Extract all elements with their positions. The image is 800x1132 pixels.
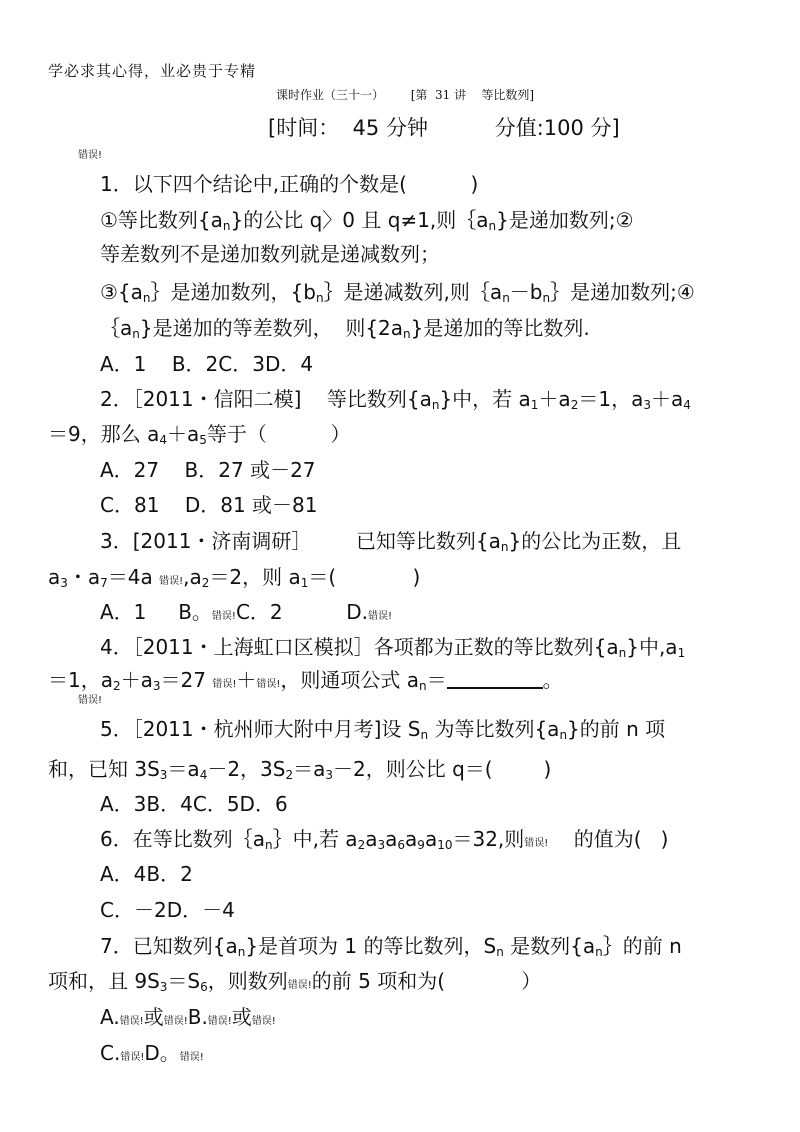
q2-choices-cd: C．81 D．81 或－81 — [100, 493, 318, 517]
q6-choices-ab: A．4B．2 — [100, 862, 193, 886]
error-marker: 错误! — [179, 1052, 204, 1063]
q7-choices-cd: C.错误!D。错误! — [100, 1041, 204, 1065]
question-7: 7．已知数列$\{a_n\}$是首项为 1 的等比数列，$S_n$ 是数列{$a_n\}$的前 n — [100, 934, 682, 959]
motto: 学必求其心得，业必贵于专精 — [48, 62, 257, 80]
q7-choices-ab: A.错误!或错误!B.错误!或错误! — [100, 1005, 276, 1029]
q1-choices: A．1 B．2C．3D．4 — [100, 352, 314, 376]
error-marker: 错误! — [287, 980, 312, 991]
q1-statement-3: $③\{a_n\}$是递加数列，{$b_n\}$是递减数列,则$\{a_n-b_n\}$是递加数列;④ — [100, 280, 695, 305]
answer-blank — [447, 669, 543, 689]
error-marker: 错误! — [211, 611, 236, 622]
error-marker: 错误! — [251, 1016, 276, 1027]
error-marker: 错误! — [119, 1016, 144, 1027]
question-5: 5．［2011・杭州师大附中月考]设 $S_n$ 为等比数列$\{a_n\}$的前 n 项 — [100, 717, 666, 742]
q1-statement-4: $\{a_n$}是递加的等差数列， 则$\{2a_n\}$是递加的等比数列. — [100, 316, 590, 341]
question-4: 4．［2011・上海虹口区模拟］各项都为正数的等比数列$\{a_n\}$中$,a_1$ — [100, 635, 686, 660]
q2-choices-ab: A．27 B．27 或－27 — [100, 458, 316, 482]
error-marker: 错误! — [159, 576, 184, 587]
lesson-subtitle: 课时作业（三十一） [第 31 讲 等比数列] — [276, 88, 535, 102]
error-marker: 错误! — [524, 838, 549, 849]
time-score-info: [时间： 45 分钟 分值:100 分] — [268, 116, 620, 140]
error-marker: 错误! — [78, 150, 103, 161]
error-marker: 错误! — [212, 679, 237, 690]
q1-statement-2: 等差数列不是递加数列就是递减数列； — [100, 242, 440, 266]
error-marker: 错误! — [367, 611, 392, 622]
q3-choices: A．1 B。错误!C．2 D.错误! — [100, 600, 392, 624]
question-5-cont: 和，已知 $3S_3=a_4-2$，$3S_2=a_3-2$，则公比 q＝( ) — [48, 757, 552, 782]
q5-choices: A．3B．4C．5D．6 — [100, 792, 288, 816]
error-marker: 错误! — [256, 679, 281, 690]
question-1: 1．以下四个结论中,正确的个数是( ) — [100, 172, 479, 196]
error-marker: 错误! — [207, 1016, 232, 1027]
error-marker: 错误! — [78, 695, 103, 706]
question-2-cont: ＝9，那么 $a_4+a_5$等于（ ） — [48, 422, 351, 447]
question-6: 6．在等比数列$\{a_n\}$中,若 $a_2a_3a_6a_9a_{10}=32$,则错误! 的值为( ) — [100, 827, 669, 852]
error-marker: 错误! — [120, 1052, 145, 1063]
q6-choices-cd: C．－2D．－4 — [100, 898, 235, 922]
error-marker: 错误! — [163, 1016, 188, 1027]
question-2: 2．［2011・信阳二模] 等比数列$\{a_n\}$中，若 $a_1+a_2=1$，$a_3+a_4$ — [100, 387, 691, 412]
question-3-cont: $a_3$・$a_7=4a$ 错误$!,a_2=2$，则 $a_1=$( ) — [48, 565, 421, 590]
q1-statement-1: ①等比数列$\{a_n\}$的公比 q〉0 且 q≠1,则$\{a_n$}是递加数列;② — [100, 208, 634, 233]
question-4-cont: ＝1，$a_2+a_3=27$ 错误!＋错误!，则通项公式 $a_n=$ 。 — [48, 668, 563, 693]
question-3: 3．[2011・济南调研］ 已知等比数列$\{a_n\}$的公比为正数，且 — [100, 529, 682, 554]
question-7-cont: 项和，且 $9S_3=S_6$，则数列错误!的前 5 项和为( ） — [48, 969, 542, 994]
